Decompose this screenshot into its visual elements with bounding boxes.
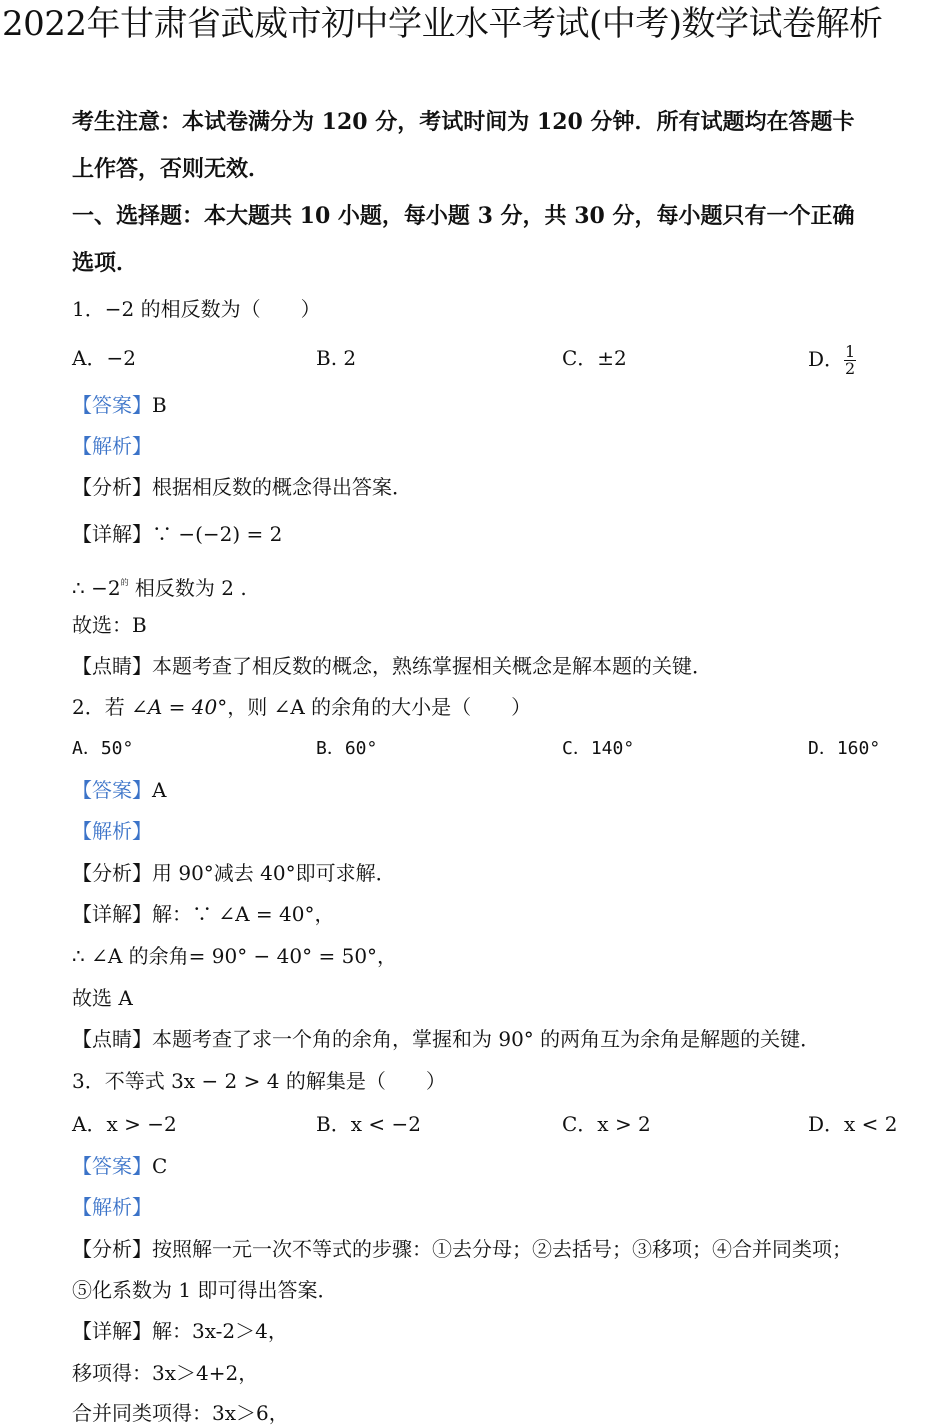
section-heading-line-2: 选项．	[72, 250, 139, 276]
q2-note: 【点睛】本题考查了求一个角的余角，掌握和为 90° 的两角互为余角是解题的关键．	[72, 1027, 821, 1051]
q2-option-b: B．60°	[316, 738, 378, 759]
answer-tag: 【答案】	[72, 393, 152, 417]
answer-tag: 【答案】	[72, 1154, 152, 1178]
step-expr: ∴ −2	[72, 576, 121, 600]
q1-stem: 1．−2 的相反数为（ ）	[72, 297, 321, 321]
q2-stem-math: ∠A = 40°	[131, 695, 228, 719]
answer-value: C	[152, 1154, 168, 1178]
page-title: 2022年甘肃省武威市初中学业水平考试(中考)数学试卷解析	[2, 4, 883, 44]
notice-line-2: 上作答，否则无效．	[72, 156, 271, 182]
q1-option-d-fraction	[844, 344, 856, 377]
step-mark: 的	[120, 578, 129, 587]
q2-stem-pre: 2．若	[72, 695, 132, 719]
q2-stem	[72, 693, 531, 721]
q1-option-d	[808, 344, 856, 377]
fraction-denominator: 2	[845, 359, 856, 378]
q2-option-d: D．160°	[808, 738, 881, 759]
q3-analysis-line-2: ⑤化系数为 1 即可得出答案．	[72, 1278, 338, 1302]
q2-stem-post: ，则 ∠A 的余角的大小是（ ）	[227, 695, 532, 719]
q1-jiexi-tag: 【解析】	[72, 434, 152, 458]
answer-tag: 【答案】	[72, 778, 152, 802]
answer-value: B	[152, 393, 167, 417]
q1-analysis: 【分析】根据相反数的概念得出答案．	[72, 475, 412, 499]
notice-line-1: 考生注意：本试卷满分为 120 分，考试时间为 120 分钟．所有试题均在答题卡	[72, 109, 855, 135]
q2-option-a: A．50°	[72, 738, 134, 759]
q3-step-1: 移项得：3x＞4+2，	[72, 1361, 259, 1385]
q3-detail: 【详解】解：3x-2＞4，	[72, 1319, 288, 1343]
q1-detail: 【详解】∵ −(−2) = 2	[72, 522, 283, 546]
q1-step-1	[72, 569, 247, 602]
q3-option-b: B．x < −2	[316, 1112, 421, 1136]
q2-detail: 【详解】解：∵ ∠A = 40°，	[72, 902, 335, 926]
q2-jiexi-tag: 【解析】	[72, 819, 152, 843]
q1-option-a: A．−2	[72, 346, 136, 370]
q2-analysis: 【分析】用 90°减去 40°即可求解．	[72, 861, 396, 885]
q1-option-c: C．±2	[562, 346, 627, 370]
q3-analysis-line-1: 【分析】按照解一元一次不等式的步骤：①去分母；②去括号；③移项；④合并同类项；	[72, 1237, 852, 1261]
section-heading-line-1: 一、选择题：本大题共 10 小题，每小题 3 分，共 30 分，每小题只有一个正确	[72, 203, 855, 229]
q3-option-a: A．x > −2	[72, 1112, 177, 1136]
step-tail: 相反数为 2 .	[128, 576, 247, 600]
q1-choose: 故选：B	[72, 613, 147, 637]
fraction-numerator: 1	[845, 342, 856, 361]
q3-option-d: D．x < 2	[808, 1112, 898, 1136]
q1-answer	[72, 391, 167, 419]
q3-option-c: C．x > 2	[562, 1112, 651, 1136]
q2-step-1: ∴ ∠A 的余角= 90° − 40° = 50°，	[72, 944, 398, 968]
q3-step-2: 合并同类项得：3x＞6，	[72, 1401, 289, 1425]
answer-value: A	[152, 778, 167, 802]
q1-option-d-label: D．	[808, 347, 845, 371]
q3-jiexi-tag: 【解析】	[72, 1195, 152, 1219]
q2-answer	[72, 776, 166, 804]
q1-note: 【点睛】本题考查了相反数的概念，熟练掌握相关概念是解本题的关键．	[72, 654, 712, 678]
q2-choose: 故选 A	[72, 986, 133, 1010]
q2-option-c: C．140°	[562, 738, 635, 759]
q3-answer	[72, 1152, 167, 1180]
q1-option-b: B. 2	[316, 346, 357, 370]
q3-stem: 3．不等式 3x − 2 > 4 的解集是（ ）	[72, 1069, 446, 1093]
